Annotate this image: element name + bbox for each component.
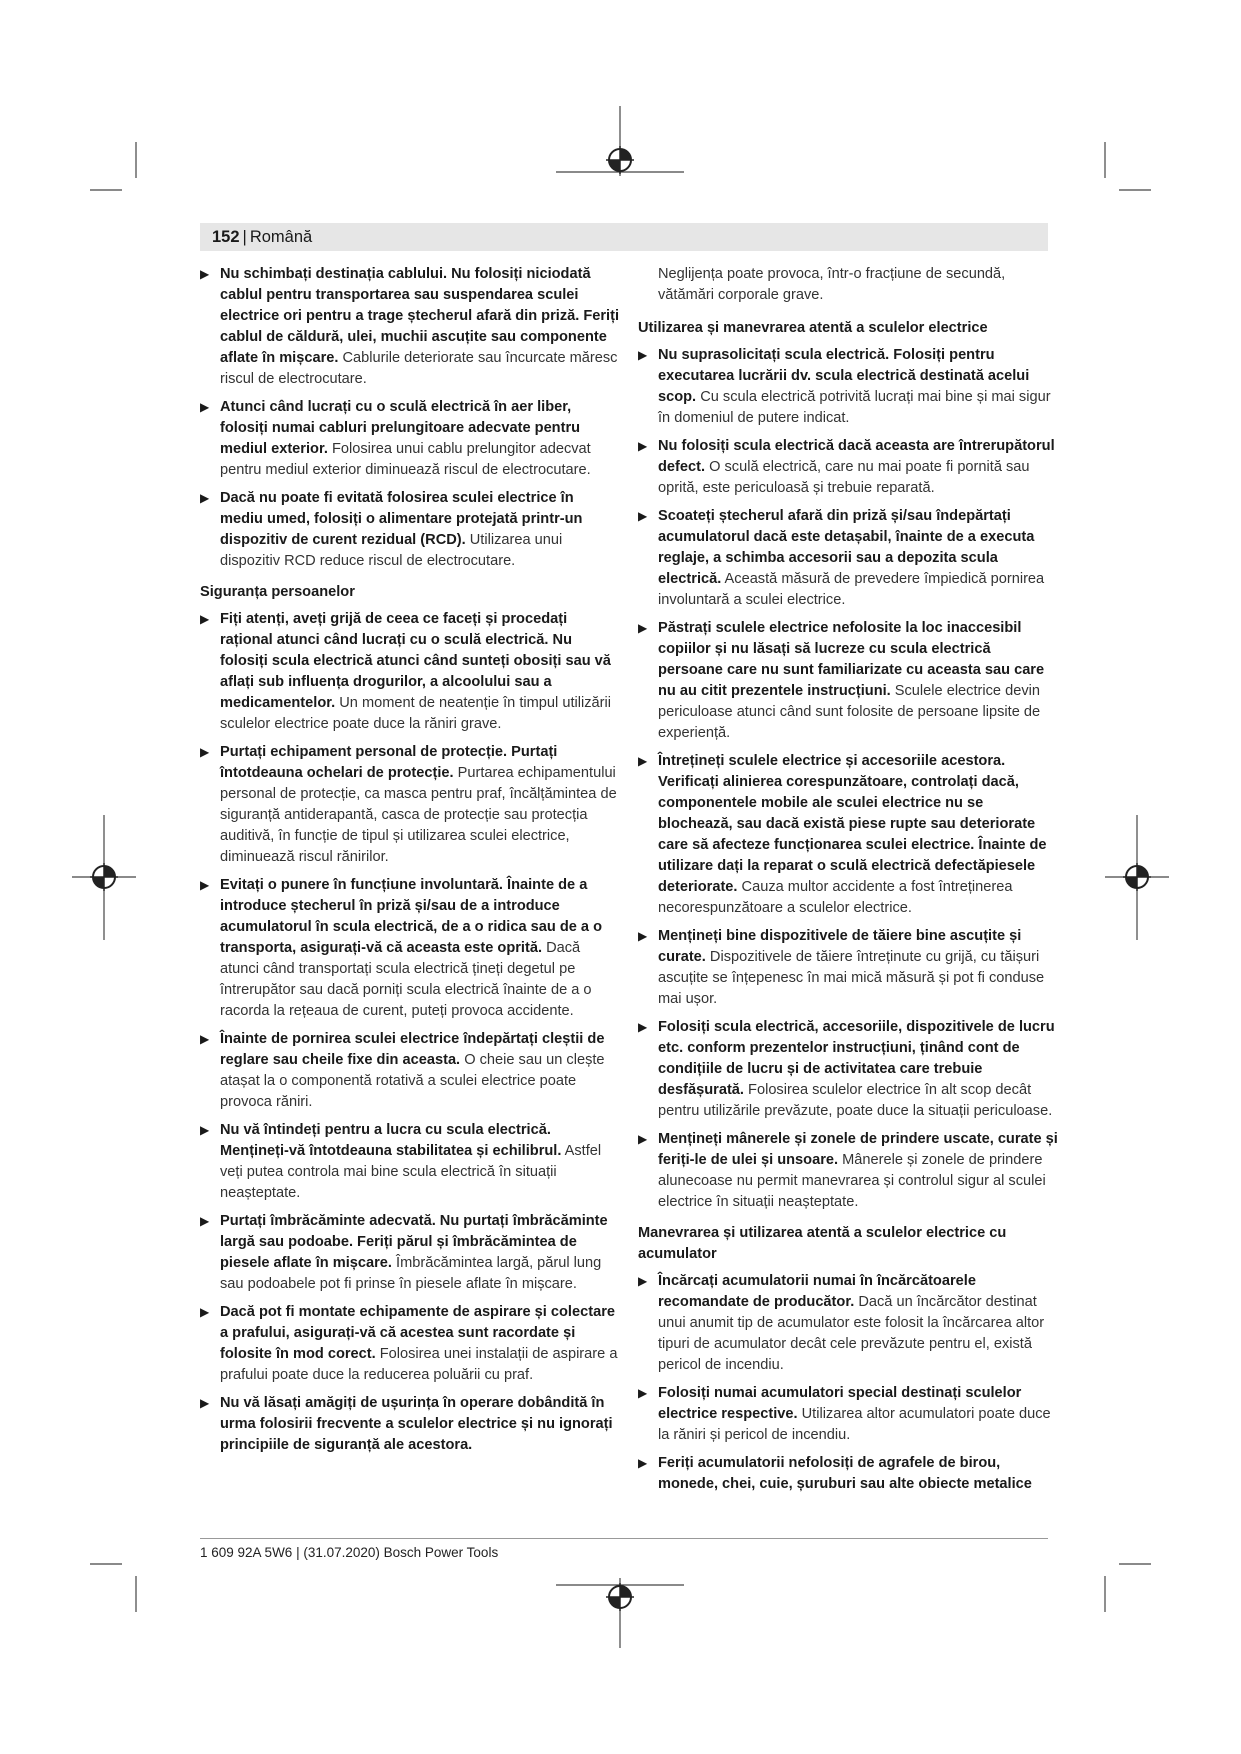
header-separator: | [242,228,247,246]
instruction-bold-text: Întrețineți sculele electrice și accesoriile acestora. Verificați alinierea corespunzătoare, controlați dacă, componentele mobile ale sculei electrice nu se blochează, sau dacă există piese rupte sau deteriorate care să afecteze funcționarea sculei electrice. Înainte de utilizare dați la reparat o sculă electrică defectăpiesele deteriorate. [658,753,1047,895]
instruction-bold-text: Dacă nu poate fi evitată folosirea sculei electrice în mediu umed, folosiți o alimentare protejată printr-un dispozitiv de curent rezidual (RCD). [220,490,583,548]
instruction-bold-text: Încărcați acumulatorii numai în încărcătoarele recomandate de producător. [658,1273,976,1310]
instruction-explanation-text: Folosirea unei instalații de aspirare a prafului poate duce la reducerea poluării cu praf. [220,1346,618,1383]
battery-tools-list [638,1271,1058,1495]
bullet-arrow-icon: ▶ [200,1123,210,1137]
page-footer: 1 609 92A 5W6 | (31.07.2020) Bosch Power Tools [200,1545,499,1560]
instruction-explanation-text: Mânerele și zonele de prindere alunecoase nu permit manevrarea și controlul sigur al sculei electrice în situații neașteptate. [658,1152,1046,1210]
personal-safety-list [200,609,620,1456]
bullet-arrow-icon: ▶ [638,1020,648,1034]
crosshair-target-icon [606,1583,634,1611]
bullet-arrow-icon: ▶ [200,1214,210,1228]
bullet-arrow-icon: ▶ [200,612,210,626]
instruction-explanation-text: Dacă un încărcător destinat unui anumit tip de acumulator este folosit la încărcarea altor tipuri de acumulator decât cele prevăzute pentru el, există pericol de incendiu. [658,1294,1045,1373]
list-item [200,1029,620,1113]
instruction-bold-text: Înainte de pornirea sculei electrice îndepărtați cleștii de reglare sau cheile fixe din aceasta. [220,1031,605,1068]
instruction-bold-text: Nu suprasolicitați scula electrică. Folosiți pentru executarea lucrării dv. scula electrică destinată acelui scop. [658,347,1030,405]
list-item [200,742,620,868]
bullet-arrow-icon: ▶ [638,1456,648,1470]
instruction-explanation-text: Îmbrăcămintea largă, părul lung sau podoabele pot fi prinse în piesele aflate în mișcare. [220,1255,602,1292]
page-number: 152 [212,228,240,246]
instruction-explanation-text: Dacă atunci când transportați scula electrică țineți degetul pe întrerupător sau dacă porniți scula electrică înainte de a o racorda la rețeaua de curent, puteți provoca accidente. [220,940,592,1019]
page-header [200,223,1048,251]
instruction-bold-text: Nu vă întindeți pentru a lucra cu scula electrică. Mențineți-vă întotdeauna stabilitatea și echilibrul. [220,1122,562,1159]
bullet-arrow-icon: ▶ [638,439,648,453]
instruction-explanation-text: Utilizarea altor acumulatori poate duce la răniri și pericol de incendiu. [658,1406,1051,1443]
instruction-bold-text: Atunci când lucrați cu o sculă electrică în aer liber, folosiți numai cabluri prelungitoare adecvate pentru mediul exterior. [220,399,581,457]
list-item [200,1120,620,1204]
list-item [638,1383,1058,1446]
section-title-personal-safety: Siguranța persoanelor [200,584,355,600]
list-item [638,1017,1058,1122]
instruction-bold-text: Fiți atenți, aveți grijă de ceea ce faceți și procedați rațional atunci când lucrați cu o sculă electrică. Nu folosiți scula electrică atunci când sunteți obosiți sau vă aflați sub influența drogurilor, a alcoolului sau a medicamentelor. [220,611,611,711]
bullet-arrow-icon: ▶ [638,621,648,635]
tool-use-list [638,345,1058,1213]
list-item [638,1129,1058,1213]
instruction-explanation-text: Această măsură de prevedere împiedică pornirea involuntară a sculei electrice. [658,571,1045,608]
instruction-explanation-text: Astfel veți putea controla mai bine scula electrică în situații neașteptate. [220,1143,602,1201]
list-item [200,488,620,572]
instruction-explanation-text: Utilizarea unui dispozitiv RCD reduce riscul de electrocutare. [220,532,563,569]
instruction-bold-text: Scoateți ștecherul afară din priză și/sau îndepărtați acumulatorul dacă este detașabil, înainte de a executa reglaje, a schimba accesorii sau a depozita scula electrică. [658,508,1035,587]
instruction-explanation-text: O cheie sau un clește atașat la o componentă rotativă a sculei electrice poate provoca răniri. [220,1052,605,1110]
bullet-arrow-icon: ▶ [200,1305,210,1319]
instruction-explanation-text: Cauza multor accidente a fost întreținerea necorespunzătoare a sculelor electrice. [658,879,1013,916]
bullet-arrow-icon: ▶ [200,745,210,759]
list-item [200,1211,620,1295]
list-item [200,264,620,390]
crosshair-target-icon [1123,863,1151,891]
instruction-bold-text: Păstrați sculele electrice nefolosite la loc inaccesibil copiilor și nu lăsați să lucreze cu scula electrică persoane care nu sunt familiarizate cu aceasta sau care nu au citit prezentele instrucțiuni. [658,620,1045,699]
instruction-bold-text: Nu vă lăsați amăgiți de ușurința în operare dobândită în urma folosirii frecvente a sculelor electrice și nu ignorați principiile de siguranță ale acestora. [220,1395,613,1453]
list-item [200,1393,620,1456]
instruction-bold-text: Purtați îmbrăcăminte adecvată. Nu purtați îmbrăcăminte largă sau podoabe. Feriți părul și îmbrăcămintea de piesele aflate în mișcare. [220,1213,608,1271]
left-column [200,264,620,1463]
list-item [200,397,620,481]
bullet-arrow-icon: ▶ [200,878,210,892]
continuation-text: Neglijența poate provoca, într-o fracțiune de secundă, vătămări corporale grave. [658,266,1006,303]
list-item [638,436,1058,499]
instruction-bold-text: Mențineți mânerele și zonele de prindere uscate, curate și feriți-le de ulei și unsoare. [658,1131,1058,1168]
bullet-arrow-icon: ▶ [638,1274,648,1288]
instruction-explanation-text: O sculă electrică, care nu mai poate fi pornită sau oprită, este periculoasă și trebuie reparată. [658,459,1030,496]
instruction-explanation-text: Cablurile deteriorate sau încurcate măresc riscul de electrocutare. [220,350,618,387]
bullet-arrow-icon: ▶ [200,400,210,414]
instruction-bold-text: Dacă pot fi montate echipamente de aspirare și colectare a prafului, asigurați-vă că acestea sunt racordate și folosite în mod corect. [220,1304,615,1362]
list-item [638,751,1058,919]
bullet-arrow-icon: ▶ [200,1396,210,1410]
instruction-bold-text: Feriți acumulatorii nefolosiți de agrafele de birou, monede, chei, cuie, șuruburi sau alte obiecte metalice [658,1455,1032,1492]
bullet-arrow-icon: ▶ [200,267,210,281]
bullet-arrow-icon: ▶ [200,491,210,505]
list-item [638,1453,1058,1495]
section-title-tool-use: Utilizarea și manevrarea atentă a sculelor electrice [638,320,988,336]
instruction-bold-text: Nu folosiți scula electrică dacă aceasta are întrerupătorul defect. [658,438,1055,475]
list-item [200,875,620,1022]
instruction-bold-text: Evitați o punere în funcțiune involuntară. Înainte de a introduce ștecherul în priză și/sau de a introduce acumulatorul în scula electrică, de a o ridica sau de a o transporta, asigurați-vă că aceasta este oprită. [220,877,603,956]
right-column [638,264,1058,1502]
footer-divider [200,1538,1048,1539]
instruction-explanation-text: Un moment de neatenție în timpul utilizării sculelor electrice poate duce la răniri grave. [220,695,611,732]
list-item [638,618,1058,744]
header-language: Română [249,228,313,246]
list-item [638,1271,1058,1376]
instruction-bold-text: Nu schimbați destinația cablului. Nu folosiți niciodată cablul pentru transportarea sau suspendarea sculei electrice ori pentru a trage ștecherul afară din priză. Feriți cablul de căldură, ulei, muchii ascuțite sau componente aflate în mișcare. [220,266,620,366]
instruction-explanation-text: Cu scula electrică potrivită lucrați mai bine și mai sigur în domeniul de putere indicat. [658,389,1051,426]
bullet-arrow-icon: ▶ [638,509,648,523]
bullet-arrow-icon: ▶ [200,1032,210,1046]
instruction-explanation-text: Folosirea sculelor electrice în alt scop decât pentru utilizările prevăzute, poate duce la situații periculoase. [658,1082,1053,1119]
instruction-bold-text: Folosiți scula electrică, accesoriile, dispozitivele de lucru etc. conform prezentelor instrucțiuni, ținând cont de condițiile de lucru și de activitatea care trebuie desfășurată. [658,1019,1055,1098]
instruction-bold-text: Folosiți numai acumulatori special destinați sculelor electrice respective. [658,1385,1022,1422]
list-item [638,345,1058,429]
crosshair-target-icon [606,146,634,174]
bullet-arrow-icon: ▶ [638,929,648,943]
instruction-bold-text: Purtați echipament personal de protecție. Purtați întotdeauna ochelari de protecție. [220,744,558,781]
instruction-explanation-text: Folosirea unui cablu prelungitor adecvat pentru mediul exterior diminuează riscul de electrocutare. [220,441,591,478]
bullet-arrow-icon: ▶ [638,1386,648,1400]
bullet-arrow-icon: ▶ [638,348,648,362]
instruction-explanation-text: Dispozitivele de tăiere întreținute cu grijă, cu tăișuri ascuțite se înțepenesc în mai mică măsură și pot fi conduse mai ușor. [658,949,1045,1007]
crosshair-target-icon [90,863,118,891]
list-item [200,609,620,735]
section-title-battery-tools: Manevrarea și utilizarea atentă a sculelor electrice cu acumulator [638,1225,1007,1262]
instruction-explanation-text: Sculele electrice devin periculoase atunci când sunt folosite de persoane lipsite de experiență. [658,683,1041,741]
list-item [638,506,1058,611]
list-item [638,926,1058,1010]
instruction-explanation-text: Purtarea echipamentului personal de protecție, ca masca pentru praf, încălțămintea de siguranță antiderapantă, casca de protecție sau protecția auditivă, în funcție de tipul și utilizarea sculei electrice, diminuează riscul rănirilor. [220,765,617,865]
instruction-bold-text: Mențineți bine dispozitivele de tăiere bine ascuțite și curate. [658,928,1022,965]
bullet-arrow-icon: ▶ [638,1132,648,1146]
bullet-arrow-icon: ▶ [638,754,648,768]
list-item [200,1302,620,1386]
electrical-safety-list [200,264,620,572]
